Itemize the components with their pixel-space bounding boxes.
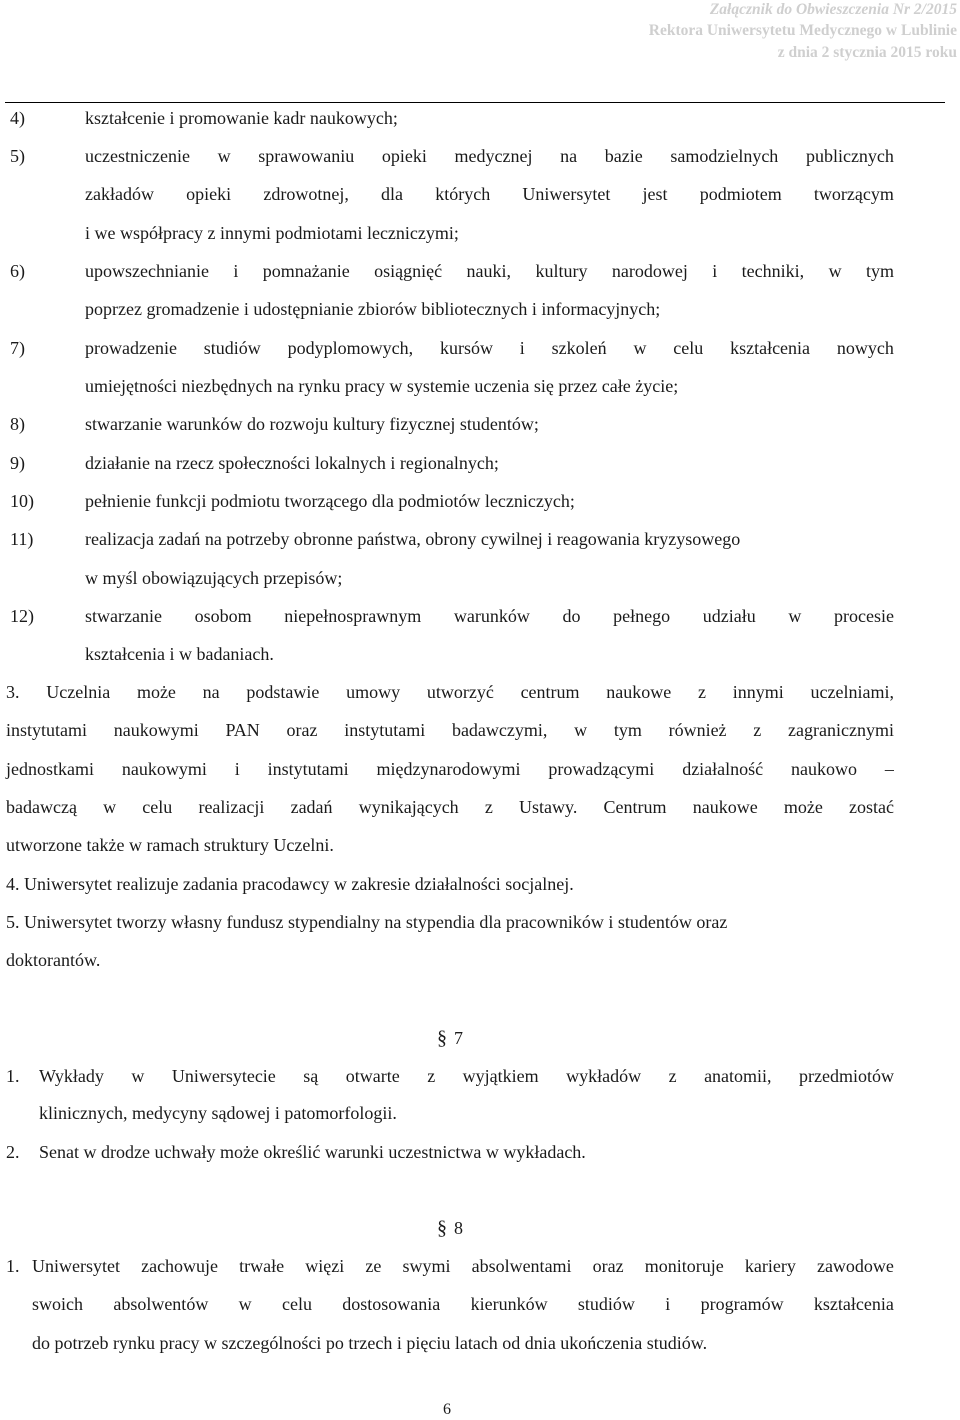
text-word: naukowe: [692, 797, 758, 817]
list-item-number: 5): [10, 146, 25, 166]
list-item-line: realizacja zadań na potrzeby obronne państwa, obrony cywilnej i reagowania kryzysowego: [85, 529, 741, 549]
text-word: instytutami: [344, 720, 426, 740]
list-item-line: działanie na rzecz społeczności lokalnych i regionalnych;: [85, 453, 499, 473]
text-word: –: [884, 759, 894, 779]
text-word: podmiotem: [699, 184, 782, 204]
text-word: w: [103, 797, 117, 817]
text-word: w: [788, 606, 802, 626]
text-word: celu: [673, 338, 704, 358]
text-word: i: [234, 759, 240, 779]
text-word: w: [574, 720, 588, 740]
text-word: Centrum: [603, 797, 667, 817]
text-word: medycznej: [454, 146, 533, 166]
list-item-line: [85, 260, 894, 282]
list-item-line: stwarzanie warunków do rozwoju kultury fizycznej studentów;: [85, 414, 539, 434]
text-word: w: [633, 338, 647, 358]
text-word: szkoleń: [551, 338, 607, 358]
text-word: absolwentów: [113, 1294, 209, 1314]
text-word: studiów: [577, 1294, 635, 1314]
text-word: udziału: [702, 606, 756, 626]
paragraph-line: 4. Uniwersytet realizuje zadania pracodawcy w zakresie działalności socjalnej.: [6, 874, 574, 894]
text-word: i: [233, 261, 239, 281]
text-word: absolwentami: [471, 1256, 572, 1276]
list-item-line: [85, 183, 894, 205]
list-item-line: kształcenia i w badaniach.: [85, 644, 274, 664]
text-word: celu: [281, 1294, 312, 1314]
text-word: techniki,: [741, 261, 805, 281]
text-word: realizacji: [198, 797, 265, 817]
text-word: z: [427, 1066, 436, 1086]
text-word: nowych: [836, 338, 894, 358]
text-word: w: [238, 1294, 252, 1314]
list-item-number: 12): [10, 606, 34, 626]
text-word: upowszechnianie: [85, 261, 209, 281]
paragraph-line: doktorantów.: [6, 950, 101, 970]
text-word: Uniwersytet: [32, 1256, 120, 1276]
text-word: przedmiotów: [799, 1066, 894, 1086]
text-word: i: [712, 261, 718, 281]
text-word: otwarte: [345, 1066, 400, 1086]
list-item-number: 8): [10, 414, 25, 434]
paragraph-line: utworzone także w ramach struktury Uczelni.: [6, 835, 334, 855]
text-word: opieki: [381, 146, 427, 166]
text-word: zadań: [290, 797, 333, 817]
text-word: podstawie: [246, 682, 320, 702]
text-word: naukowe: [606, 682, 672, 702]
list-item-number: 10): [10, 491, 34, 511]
text-word: swoich: [32, 1294, 83, 1314]
text-word: opieki: [186, 184, 232, 204]
text-word: prowadzącymi: [548, 759, 655, 779]
header-rector-line: Rektora Uniwersytetu Medycznego w Lublinie: [648, 22, 957, 39]
text-word: stwarzanie: [85, 606, 162, 626]
text-word: Uczelnia: [46, 682, 111, 702]
text-word: nauki,: [466, 261, 512, 281]
text-word: innymi: [732, 682, 784, 702]
section-sign: §: [437, 1217, 447, 1239]
text-word: wynikających: [358, 797, 459, 817]
text-word: z: [668, 1066, 677, 1086]
text-word: utworzyć: [426, 682, 494, 702]
list-item-number: 4): [10, 108, 25, 128]
text-word: niepełnosprawnym: [284, 606, 422, 626]
list-item-number: 6): [10, 261, 25, 281]
text-word: osiągnięć: [374, 261, 443, 281]
text-word: dostosowania: [342, 1294, 441, 1314]
section-item-line: [39, 1065, 894, 1087]
text-word: zagranicznymi: [788, 720, 894, 740]
list-item-number: 11): [10, 529, 34, 549]
text-word: bazie: [604, 146, 643, 166]
text-word: na: [560, 146, 578, 166]
text-word: oraz: [286, 720, 318, 740]
list-item-line: [85, 145, 894, 167]
text-word: kultury: [535, 261, 588, 281]
text-word: Uniwersytecie: [171, 1066, 276, 1086]
paragraph-line: 5. Uniwersytet tworzy własny fundusz stypendialny na stypendia dla pracowników i studentów oraz: [6, 912, 728, 932]
text-word: samodzielnych: [670, 146, 779, 166]
text-word: z: [484, 797, 493, 817]
section-item-line: [32, 1255, 894, 1277]
text-word: kształcenia: [730, 338, 811, 358]
text-word: Ustawy.: [519, 797, 578, 817]
text-word: podyplomowych,: [287, 338, 414, 358]
section-item-line: klinicznych, medycyny sądowej i patomorfologii.: [39, 1103, 397, 1123]
section-sign: §: [437, 1027, 447, 1049]
text-word: jednostkami: [6, 759, 94, 779]
text-word: prowadzenie: [85, 338, 177, 358]
text-word: pomnażanie: [262, 261, 350, 281]
text-word: w: [828, 261, 842, 281]
text-word: międzynarodowymi: [376, 759, 521, 779]
text-word: dla: [381, 184, 404, 204]
text-word: kierunków: [470, 1294, 548, 1314]
text-word: pełnego: [613, 606, 671, 626]
text-word: zdrowotnej,: [263, 184, 349, 204]
section-item-number: 1.: [6, 1066, 20, 1086]
text-word: umowy: [346, 682, 401, 702]
text-word: PAN: [225, 720, 260, 740]
list-item-line: [85, 337, 894, 359]
text-word: uczelniami,: [810, 682, 894, 702]
text-word: Uniwersytet: [522, 184, 611, 204]
list-item-line: umiejętności niezbędnych na rynku pracy w systemie uczenia się przez całe życie;: [85, 376, 679, 396]
text-word: są: [303, 1066, 319, 1086]
text-word: badawczą: [6, 797, 77, 817]
list-item-line: poprzez gromadzenie i udostępnianie zbiorów bibliotecznych i informacyjnych;: [85, 299, 661, 319]
text-word: 3.: [6, 682, 20, 702]
text-word: więzi: [305, 1256, 345, 1276]
text-word: naukowymi: [121, 759, 207, 779]
text-word: badawczymi,: [451, 720, 548, 740]
text-word: na: [202, 682, 220, 702]
list-item-line: w myśl obowiązujących przepisów;: [85, 568, 343, 588]
text-word: również: [668, 720, 727, 740]
text-word: może: [136, 682, 176, 702]
section-item-line: [32, 1293, 894, 1315]
text-word: tworzącym: [813, 184, 894, 204]
text-word: programów: [700, 1294, 784, 1314]
paragraph-line: [6, 796, 894, 818]
text-word: naukowymi: [113, 720, 199, 740]
text-word: trwałe: [239, 1256, 285, 1276]
text-word: ze: [365, 1256, 382, 1276]
text-word: instytutami: [6, 720, 87, 740]
text-word: do: [562, 606, 581, 626]
section-item-number: 1.: [6, 1256, 20, 1276]
list-item-line: [85, 605, 894, 627]
list-item-line: i we współpracy z innymi podmiotami leczniczymi;: [85, 223, 459, 243]
text-word: osobom: [194, 606, 252, 626]
list-item-number: 9): [10, 453, 25, 473]
text-word: jest: [642, 184, 668, 204]
text-word: z: [753, 720, 762, 740]
list-item-number: 7): [10, 338, 25, 358]
text-word: sprawowaniu: [258, 146, 355, 166]
text-word: Wykłady: [39, 1066, 104, 1086]
text-word: tym: [865, 261, 894, 281]
text-word: zostać: [849, 797, 894, 817]
section-item-number: 2.: [6, 1142, 20, 1162]
text-word: narodowej: [611, 261, 688, 281]
section-number: 7: [454, 1028, 463, 1048]
text-word: oraz: [592, 1256, 624, 1276]
text-word: działalność: [682, 759, 764, 779]
text-word: kariery: [744, 1256, 796, 1276]
text-word: i: [519, 338, 525, 358]
text-word: tym: [613, 720, 642, 740]
section-number: 8: [454, 1218, 463, 1238]
text-word: procesie: [834, 606, 894, 626]
text-word: z: [698, 682, 706, 702]
text-word: zawodowe: [816, 1256, 894, 1276]
header-divider: [5, 102, 945, 103]
text-word: anatomii,: [704, 1066, 772, 1086]
text-word: uczestniczenie: [85, 146, 190, 166]
text-word: centrum: [520, 682, 580, 702]
list-item-line: pełnienie funkcji podmiotu tworzącego dla podmiotów leczniczych;: [85, 491, 575, 511]
text-word: których: [435, 184, 491, 204]
text-word: publicznych: [805, 146, 894, 166]
text-word: zachowuje: [141, 1256, 219, 1276]
text-word: instytutami: [267, 759, 349, 779]
paragraph-line: [6, 719, 894, 741]
text-word: może: [783, 797, 823, 817]
section-item-line: do potrzeb rynku pracy w szczególności po trzech i pięciu latach od dnia ukończenia studiów.: [32, 1333, 708, 1353]
paragraph-line: [6, 758, 894, 780]
text-word: celu: [142, 797, 173, 817]
text-word: w: [131, 1066, 145, 1086]
text-word: warunków: [453, 606, 530, 626]
text-word: naukowo: [791, 759, 858, 779]
text-word: swymi: [402, 1256, 451, 1276]
page-number: 6: [443, 1401, 451, 1418]
text-word: kształcenia: [813, 1294, 894, 1314]
text-word: kursów: [439, 338, 493, 358]
text-word: i: [665, 1294, 671, 1314]
header-date-line: z dnia 2 stycznia 2015 roku: [777, 44, 957, 61]
paragraph-line: [6, 681, 894, 703]
text-word: studiów: [203, 338, 261, 358]
section-item-line: Senat w drodze uchwały może określić warunki uczestnictwa w wykładach.: [39, 1142, 586, 1162]
text-word: monitoruje: [644, 1256, 724, 1276]
text-word: w: [217, 146, 231, 166]
text-word: zakładów: [85, 184, 154, 204]
text-word: wykładów: [566, 1066, 642, 1086]
header-attachment-line: Załącznik do Obwieszczenia Nr 2/2015: [709, 1, 957, 18]
list-item-line: kształcenie i promowanie kadr naukowych;: [85, 108, 398, 128]
text-word: wyjątkiem: [462, 1066, 539, 1086]
